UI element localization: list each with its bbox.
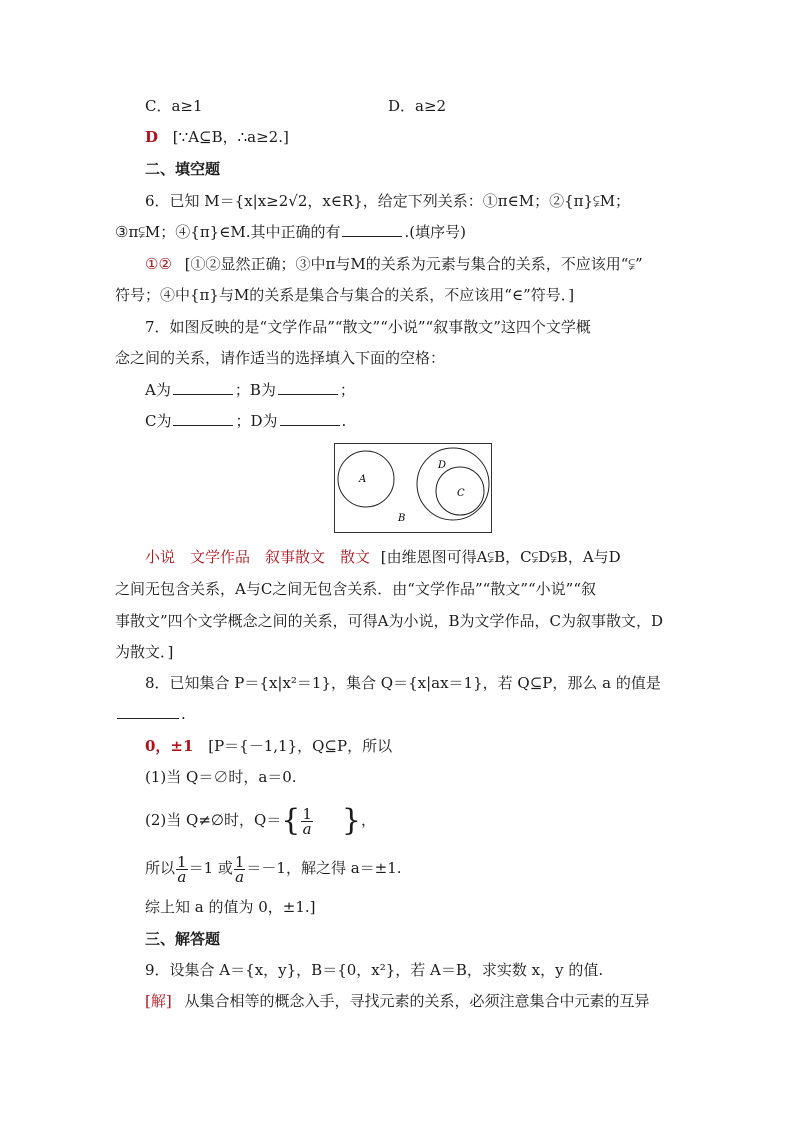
subset-symbol: ⫋ bbox=[138, 223, 145, 241]
q8-summary: 综上知 a 的值为 0，±1.] bbox=[145, 898, 316, 916]
period: . bbox=[181, 705, 186, 723]
fraction-1-over-a bbox=[176, 852, 188, 886]
b-label: ；B为 bbox=[234, 381, 276, 399]
right-brace: } bbox=[341, 803, 361, 838]
label-a: A bbox=[359, 474, 367, 485]
q5-answer-line bbox=[145, 126, 289, 148]
q6-line2 bbox=[115, 221, 466, 243]
q7-explanation-4: 为散文．] bbox=[115, 643, 174, 661]
frac-den: a bbox=[235, 867, 245, 886]
q5-answer: D bbox=[145, 128, 159, 146]
q7-explanation-2: 之间无包含关系，A与C之间无包含关系．由“文学作品”“散文”“小说”“叙 bbox=[115, 580, 596, 598]
q8-case2 bbox=[145, 800, 376, 841]
eq2-text: ＝－1，解之得 a＝±1. bbox=[246, 859, 402, 877]
venn-diagram bbox=[334, 443, 492, 533]
q9-line1: 9．设集合 A＝{x，y}，B＝{0，x²}，若 A＝B，求实数 x，y 的值. bbox=[145, 961, 604, 979]
subset-symbol: ⫋ bbox=[593, 192, 600, 210]
q9-line2 bbox=[145, 990, 650, 1012]
q6-line1 bbox=[145, 190, 630, 212]
q7-line2: 念之间的关系，请作适当的选择填入下面的空格： bbox=[115, 349, 446, 367]
comma: ， bbox=[360, 811, 376, 829]
q6-text-b: M； bbox=[599, 192, 631, 210]
d-label: ；D为 bbox=[235, 412, 278, 430]
label-d: D bbox=[438, 460, 447, 471]
eq1-text: ＝1 或 bbox=[188, 859, 233, 877]
q6-answer-blank bbox=[342, 222, 402, 237]
q8-explanation-0: [P＝{－1,1}，Q⊆P，所以 bbox=[208, 737, 393, 755]
q6-text-a: 6．已知 M＝{x|x≥2√2，x∈R}，给定下列关系：①π∈M；②{π} bbox=[145, 192, 594, 210]
circle-d bbox=[417, 448, 489, 520]
fraction-1-over-a bbox=[234, 852, 246, 886]
q7-explanation-3: 事散文”四个文学概念之间的关系，可得A为小说，B为文学作品，C为叙事散文，D bbox=[115, 612, 664, 630]
c-blank bbox=[173, 411, 233, 426]
q8-answer: 0，±1 bbox=[145, 737, 194, 755]
frac-num: 1 bbox=[234, 852, 245, 871]
q6-text-e: .(填序号) bbox=[404, 223, 466, 241]
q8-answer-line bbox=[145, 735, 392, 757]
q7-explanation-1: [由维恩图可得A⫋B，C⫋D⫋B，A与D bbox=[380, 548, 621, 566]
q6-explanation-1: [①②显然正确；③中π与M的关系为元素与集合的关系，不应该用“⫋” bbox=[184, 255, 643, 273]
period: . bbox=[341, 412, 347, 430]
q7-line1: 7．如图反映的是“文学作品”“散文”“小说”“叙事散文”这四个文学概 bbox=[145, 318, 591, 336]
q7-cd-blanks bbox=[145, 410, 346, 432]
q8-answer-blank bbox=[117, 704, 179, 719]
q8-case2-text: (2)当 Q≠∅时，Q＝ bbox=[145, 811, 282, 829]
frac-den: a bbox=[177, 867, 187, 886]
solution-tag: [解] bbox=[145, 992, 172, 1010]
frac-num: 1 bbox=[177, 852, 187, 871]
semicolon: ； bbox=[339, 381, 355, 399]
frac-num: 1 bbox=[302, 804, 312, 823]
left-brace: { bbox=[281, 803, 301, 838]
venn-svg bbox=[335, 444, 491, 532]
q6-text-c: ③π bbox=[115, 223, 139, 241]
q6-text-d: M；④{π}∈M.其中正确的有 bbox=[144, 223, 341, 241]
q6-answer-line bbox=[145, 253, 643, 275]
section-fill-blank: 二、填空题 bbox=[145, 160, 221, 178]
q7-answer: 小说 文学作品 叙事散文 散文 bbox=[145, 548, 371, 566]
option-c: C．a≥1 bbox=[145, 97, 203, 115]
q8-line1: 8．已知集合 P＝{x|x²＝1}，集合 Q＝{x|ax＝1}，若 Q⊆P，那么 a 的值是 bbox=[145, 674, 661, 692]
label-b: B bbox=[398, 513, 406, 524]
q6-answer: ①② bbox=[145, 255, 172, 273]
a-label: A为 bbox=[145, 381, 171, 399]
d-blank bbox=[280, 411, 340, 426]
q8-solve bbox=[145, 850, 402, 886]
section-answer: 三、解答题 bbox=[145, 930, 221, 948]
q8-line2 bbox=[115, 703, 186, 725]
q8-case1: (1)当 Q＝∅时，a＝0. bbox=[145, 768, 297, 786]
q5-explanation: [∵A⊆B，∴a≥2.] bbox=[172, 128, 289, 146]
frac-den: a bbox=[302, 819, 312, 838]
option-d: D．a≥2 bbox=[388, 97, 447, 115]
label-c: C bbox=[457, 488, 465, 499]
b-blank bbox=[278, 380, 338, 395]
q7-answer-line bbox=[145, 546, 621, 568]
c-label: C为 bbox=[145, 412, 172, 430]
a-blank bbox=[173, 380, 233, 395]
so-text: 所以 bbox=[145, 859, 176, 877]
q9-solution-text: 从集合相等的概念入手，寻找元素的关系，必须注意集合中元素的互异 bbox=[184, 992, 650, 1010]
fraction-1-over-a bbox=[301, 804, 313, 838]
q6-explanation-2: 符号；④中{π}与M的关系是集合与集合的关系，不应该用“∈”符号．] bbox=[115, 286, 575, 304]
q7-ab-blanks bbox=[145, 379, 355, 401]
